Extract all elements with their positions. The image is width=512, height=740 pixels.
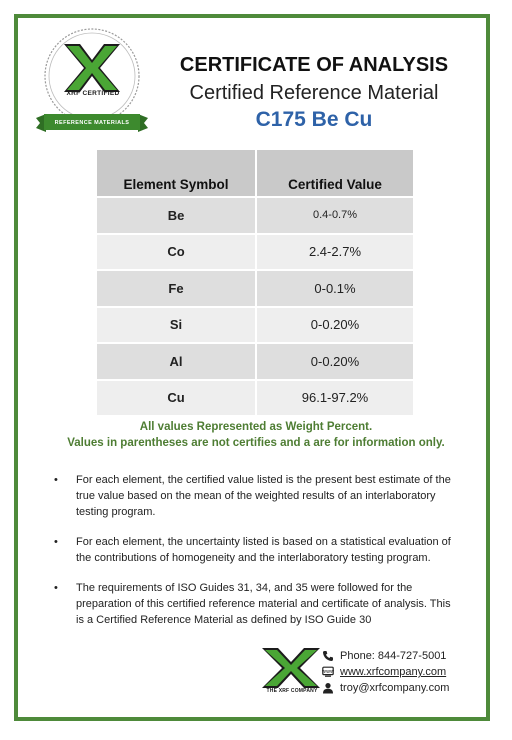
seal-ribbon-text: REFERENCE MATERIALS — [54, 120, 130, 126]
element-symbol: Fe — [97, 270, 256, 307]
element-symbol: Be — [97, 197, 256, 234]
phone-text: Phone: 844-727-5001 — [340, 650, 447, 662]
phone-icon — [322, 650, 334, 662]
email-row — [322, 680, 472, 696]
header-element-symbol: Element Symbol — [97, 150, 256, 197]
website-link[interactable]: www.xrfcompany.com — [340, 666, 447, 678]
table-row — [97, 270, 413, 307]
certified-values-table — [97, 150, 413, 415]
xrf-certified-seal — [34, 26, 150, 138]
element-symbol: Al — [97, 343, 256, 380]
svg-text:www: www — [322, 669, 334, 675]
parentheses-note: Values in parentheses are not certifies and a are for information only. — [67, 437, 445, 449]
element-symbol: Cu — [97, 380, 256, 416]
certified-value: 0-0.20% — [256, 307, 413, 344]
table-row — [97, 197, 413, 234]
x-logo-icon — [260, 646, 322, 690]
list-item — [52, 534, 452, 566]
bullet-marker: • — [54, 536, 58, 548]
element-symbol: Co — [97, 234, 256, 271]
list-item-text: For each element, the certified value listed is the present best estimate of the true value based on the mean of the weighted results of an interlaboratory testing program. — [76, 474, 451, 518]
email-text[interactable]: troy@xrfcompany.com — [340, 682, 450, 694]
table-row — [97, 380, 413, 416]
bullet-marker: • — [54, 474, 58, 486]
certified-value: 0-0.20% — [256, 343, 413, 380]
certified-value: 96.1-97.2% — [256, 380, 413, 416]
list-item-text: The requirements of ISO Guides 31, 34, and 35 were followed for the preparation of this certified reference material and certificate of analysis. This is a Certified Reference Material as defined by ISO Guide 30 — [76, 582, 451, 626]
certified-value: 0-0.1% — [256, 270, 413, 307]
bullet-marker: • — [54, 582, 58, 594]
weight-percent-note: All values Represented as Weight Percent. — [139, 421, 373, 433]
certified-value: 0.4-0.7% — [256, 197, 413, 234]
seal-brand-text: XRF CERTIFIED — [66, 90, 120, 97]
table-row — [97, 307, 413, 344]
list-item — [52, 472, 452, 520]
company-logo — [260, 646, 322, 694]
company-name: THE XRF COMPANY — [266, 688, 318, 694]
table-row — [97, 234, 413, 271]
website-row[interactable] — [322, 664, 472, 680]
page-subtitle: Certified Reference Material — [189, 82, 439, 104]
contact-info — [322, 648, 472, 696]
table-row — [97, 343, 413, 380]
list-item — [52, 580, 452, 628]
table-header-row — [97, 150, 413, 197]
material-name: C175 Be Cu — [255, 108, 373, 131]
header-certified-value: Certified Value — [256, 150, 413, 197]
element-symbol: Si — [97, 307, 256, 344]
page-title: CERTIFICATE OF ANALYSIS — [179, 54, 449, 76]
phone-row — [322, 648, 472, 664]
certified-value: 2.4-2.7% — [256, 234, 413, 271]
certification-notes-list — [52, 472, 452, 642]
user-icon — [322, 682, 334, 694]
list-item-text: For each element, the uncertainty listed is based on a statistical evaluation of the contributions of homogeneity and the interlaboratory testing program. — [76, 536, 451, 564]
website-icon — [322, 666, 334, 678]
